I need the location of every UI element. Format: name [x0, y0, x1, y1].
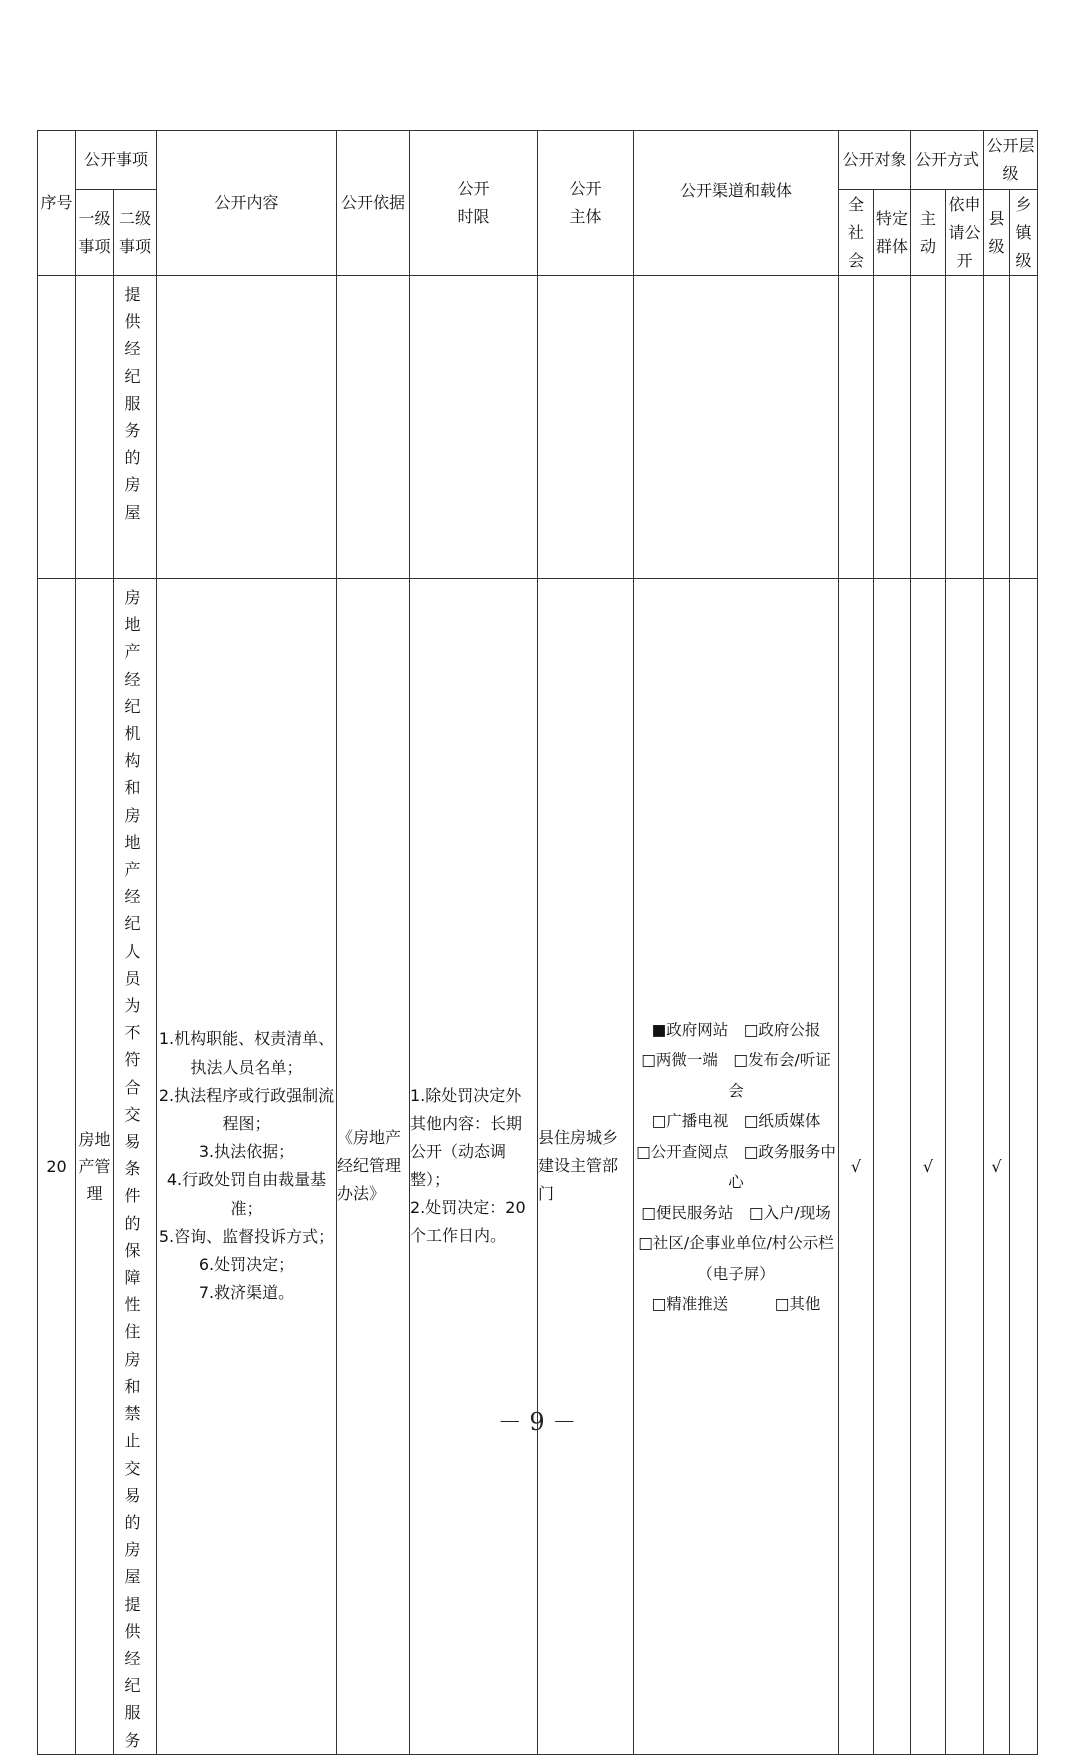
- row-time-limit: [410, 276, 538, 579]
- row-specific-group: [874, 276, 911, 579]
- row-specific-group: [874, 579, 911, 1755]
- header-level2: 二级事项: [114, 190, 157, 276]
- header-channels: 公开渠道和载体: [634, 131, 839, 276]
- disclosure-table: [37, 130, 1038, 1755]
- header-level1: 一级事项: [76, 190, 114, 276]
- row-subject: 县住房城乡建设主管部门: [538, 579, 634, 1755]
- header-time-limit: 公开 时限: [410, 131, 538, 276]
- row-channels: ■政府网站 □政府公报 □两微一端 □发布会/听证会 □广播电视 □纸质媒体 □公开查阅点 □政务服务中心 □便民服务站 □入户/现场 □社区/企事业单位/村公示栏（电子屏） □精准推送 □其他: [634, 579, 839, 1755]
- table-row: [38, 579, 1038, 1755]
- header-basis: 公开依据: [337, 131, 410, 276]
- row-seq: 20: [38, 579, 76, 1755]
- row-all-society: [839, 276, 874, 579]
- header-on-request: 依申 请公 开: [946, 190, 984, 276]
- header-seq: 序号: [38, 131, 76, 276]
- row-township: [1010, 276, 1038, 579]
- header-target: 公开对象: [839, 131, 911, 190]
- table-row: [38, 276, 1038, 579]
- row-county: √: [984, 579, 1010, 1755]
- row-all-society: √: [839, 579, 874, 1755]
- header-specific-group: 特定 群体: [874, 190, 911, 276]
- row-level2: 房地产经纪机构和房地产经纪人员为不符合交易条件的保障性住房和禁止交易的房屋提供经纪服务: [114, 579, 157, 1755]
- row-content: 1.机构职能、权责清单、执法人员名单； 2.执法程序或行政强制流程图； 3.执法依据； 4.行政处罚自由裁量基准； 5.咨询、监督投诉方式； 6.处罚决定； 7.救济渠道。: [157, 579, 337, 1755]
- header-content: 公开内容: [157, 131, 337, 276]
- header-level: 公开层级: [984, 131, 1038, 190]
- row-seq: [38, 276, 76, 579]
- row-content: [157, 276, 337, 579]
- header-subject: 公开 主体: [538, 131, 634, 276]
- header-county: 县 级: [984, 190, 1010, 276]
- row-time-limit: 1.除处罚决定外其他内容：长期公开（动态调整）； 2.处罚决定：20个工作日内。: [410, 579, 538, 1755]
- row-basis: 《房地产经纪管理办法》: [337, 579, 410, 1755]
- row-basis: [337, 276, 410, 579]
- header-method: 公开方式: [911, 131, 984, 190]
- page-number: － 9 －: [497, 1408, 577, 1436]
- row-active: √: [911, 579, 946, 1755]
- row-level2: 提供经纪服务的房屋: [114, 276, 157, 579]
- header-all-society: 全 社 会: [839, 190, 874, 276]
- header-township: 乡 镇 级: [1010, 190, 1038, 276]
- row-level1: [76, 276, 114, 579]
- row-township: [1010, 579, 1038, 1755]
- row-active: [911, 276, 946, 579]
- row-subject: [538, 276, 634, 579]
- row-level1: 房地产管理: [76, 579, 114, 1755]
- row-on-request: [946, 276, 984, 579]
- header-active: 主 动: [911, 190, 946, 276]
- header-public-items: 公开事项: [76, 131, 157, 190]
- row-channels: [634, 276, 839, 579]
- row-county: [984, 276, 1010, 579]
- row-on-request: [946, 579, 984, 1755]
